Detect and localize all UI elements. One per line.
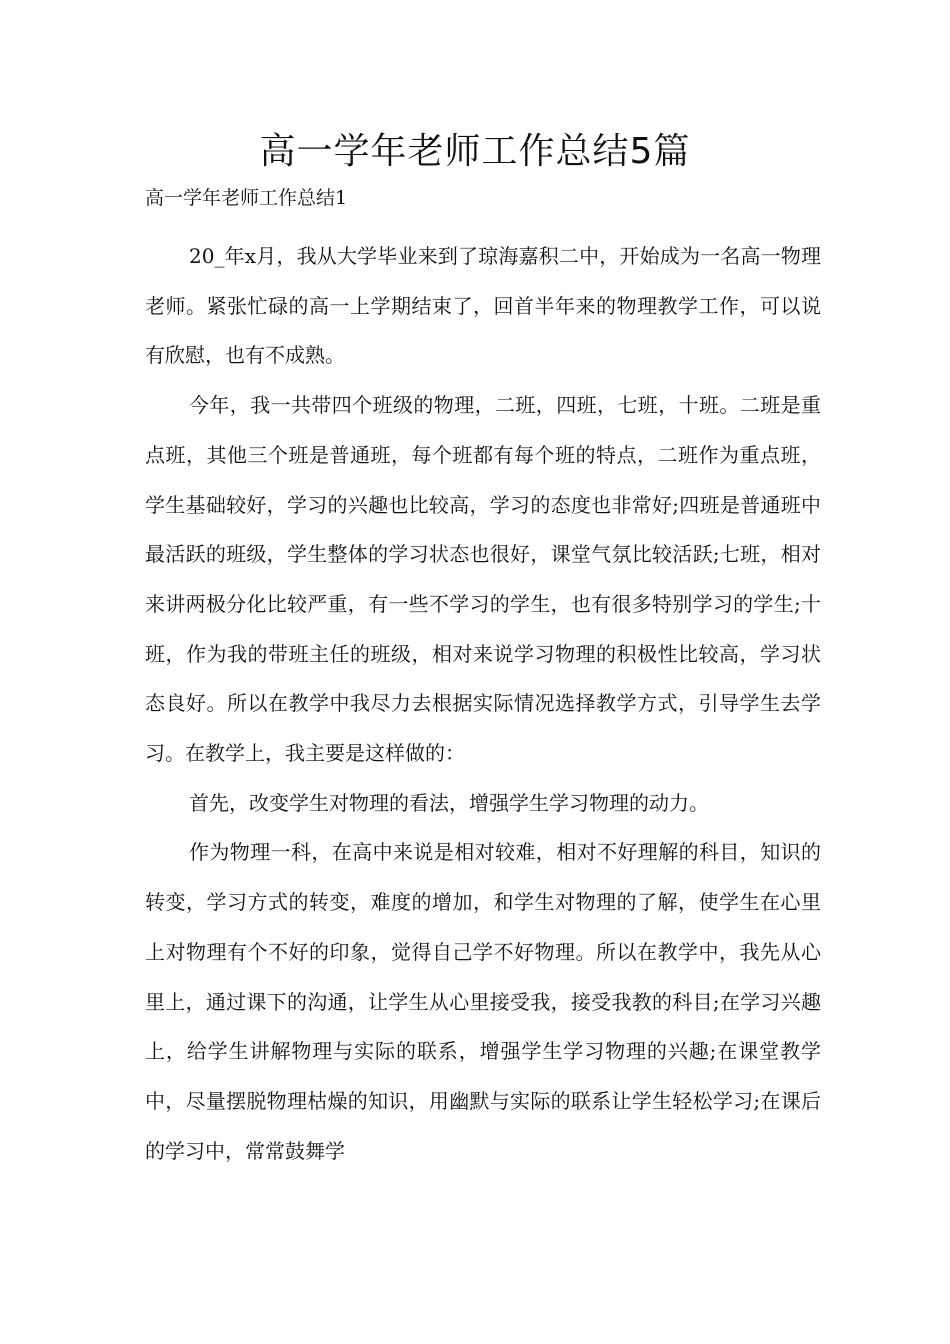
document-body bbox=[145, 232, 821, 1176]
document-title: 高一学年老师工作总结5篇 bbox=[259, 131, 691, 172]
paragraph-2: 今年，我一共带四个班级的物理，二班，四班，七班，十班。二班是重点班，其他三个班是普通班，每个班都有每个班的特点，二班作为重点班，学生基础较好，学习的兴趣也比较高，学习的态度也非常好;四班是普通班中最活跃的班级，学生整体的学习状态也很好，课堂气氛比较活跃;七班，相对来讲两极分化比较严重，有一些不学习的学生，也有很多特别学习的学生;十班，作为我的带班主任的班级，相对来说学习物理的积极性比较高，学习状态良好。所以在教学中我尽力去根据实际情况选择教学方式，引导学生去学习。在教学上，我主要是这样做的： bbox=[145, 393, 821, 766]
paragraph-1: 20_年x月，我从大学毕业来到了琼海嘉积二中，开始成为一名高一物理老师。紧张忙碌的高一上学期结束了，回首半年来的物理教学工作，可以说有欣慰，也有不成熟。 bbox=[145, 244, 821, 368]
paragraph-4: 作为物理一科，在高中来说是相对较难，相对不好理解的科目，知识的转变，学习方式的转变，难度的增加，和学生对物理的了解，使学生在心里上对物理有个不好的印象，觉得自己学不好物理。所以在教学中，我先从心里上，通过课下的沟通，让学生从心里接受我，接受我教的科目;在学习兴趣上，给学生讲解物理与实际的联系，增强学生学习物理的兴趣;在课堂教学中，尽量摆脱物理枯燥的知识，用幽默与实际的联系让学生轻松学习;在课后的学习中，常常鼓舞学 bbox=[145, 840, 821, 1163]
section-heading: 高一学年老师工作总结1 bbox=[145, 187, 348, 209]
paragraph-3: 首先，改变学生对物理的看法，增强学生学习物理的动力。 bbox=[189, 790, 709, 815]
